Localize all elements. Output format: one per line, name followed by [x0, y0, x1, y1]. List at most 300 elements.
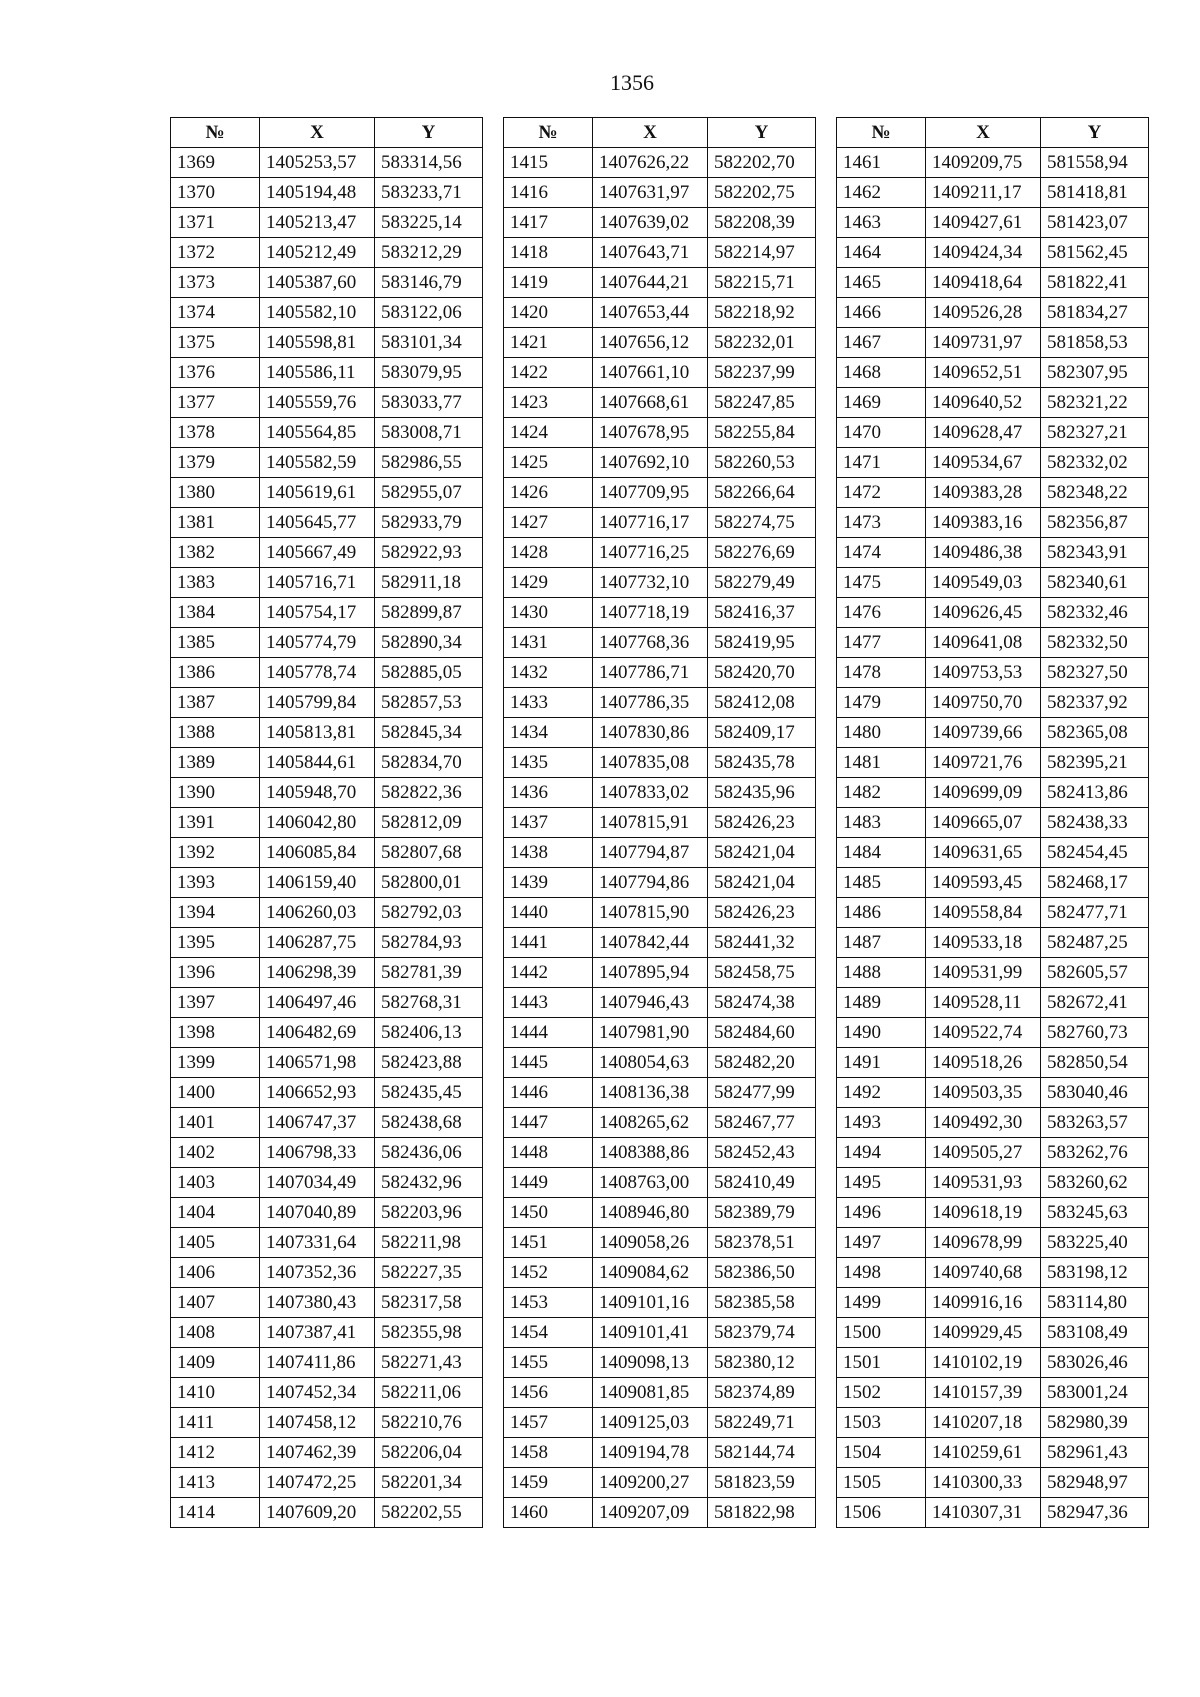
cell-number: 1485 — [837, 868, 926, 898]
cell-number: 1442 — [504, 958, 593, 988]
cell-x: 1406260,03 — [260, 898, 375, 928]
table-row — [837, 928, 1149, 958]
cell-y: 582307,95 — [1041, 358, 1149, 388]
table-row — [504, 1288, 816, 1318]
header-number: № — [504, 118, 593, 148]
cell-y: 582365,08 — [1041, 718, 1149, 748]
cell-x: 1409194,78 — [593, 1438, 708, 1468]
table-row — [504, 1258, 816, 1288]
cell-x: 1409209,75 — [926, 148, 1041, 178]
table-row — [171, 958, 483, 988]
cell-x: 1407786,35 — [593, 688, 708, 718]
cell-x: 1409593,45 — [926, 868, 1041, 898]
cell-number: 1410 — [171, 1378, 260, 1408]
cell-y: 582348,22 — [1041, 478, 1149, 508]
table-row — [171, 628, 483, 658]
cell-y: 581423,07 — [1041, 208, 1149, 238]
cell-number: 1439 — [504, 868, 593, 898]
table-body — [171, 148, 483, 1528]
cell-number: 1491 — [837, 1048, 926, 1078]
cell-y: 582343,91 — [1041, 538, 1149, 568]
cell-number: 1421 — [504, 328, 593, 358]
cell-y: 582385,58 — [708, 1288, 816, 1318]
table-row — [504, 1078, 816, 1108]
cell-x: 1406652,93 — [260, 1078, 375, 1108]
cell-y: 582378,51 — [708, 1228, 816, 1258]
cell-y: 582218,92 — [708, 298, 816, 328]
cell-number: 1449 — [504, 1168, 593, 1198]
cell-y: 582266,64 — [708, 478, 816, 508]
cell-x: 1407668,61 — [593, 388, 708, 418]
cell-number: 1504 — [837, 1438, 926, 1468]
table-row — [504, 568, 816, 598]
cell-x: 1410259,61 — [926, 1438, 1041, 1468]
cell-x: 1405844,61 — [260, 748, 375, 778]
cell-y: 582340,61 — [1041, 568, 1149, 598]
cell-x: 1405586,11 — [260, 358, 375, 388]
cell-y: 582426,23 — [708, 808, 816, 838]
table-row — [837, 1138, 1149, 1168]
cell-x: 1409929,45 — [926, 1318, 1041, 1348]
table-row — [504, 1408, 816, 1438]
cell-x: 1407653,44 — [593, 298, 708, 328]
header-row — [171, 118, 483, 148]
cell-y: 582279,49 — [708, 568, 816, 598]
cell-y: 582768,31 — [375, 988, 483, 1018]
cell-y: 582232,01 — [708, 328, 816, 358]
cell-x: 1409750,70 — [926, 688, 1041, 718]
cell-y: 582467,77 — [708, 1108, 816, 1138]
table-row — [171, 1288, 483, 1318]
table-row — [504, 868, 816, 898]
table-row — [504, 1108, 816, 1138]
cell-number: 1494 — [837, 1138, 926, 1168]
table-body — [837, 148, 1149, 1528]
cell-y: 582276,69 — [708, 538, 816, 568]
table-row — [171, 538, 483, 568]
coordinate-table-3 — [836, 117, 1149, 1528]
cell-x: 1406571,98 — [260, 1048, 375, 1078]
cell-x: 1405716,71 — [260, 568, 375, 598]
cell-number: 1423 — [504, 388, 593, 418]
table-row — [837, 478, 1149, 508]
cell-number: 1369 — [171, 148, 260, 178]
table-row — [171, 868, 483, 898]
cell-number: 1457 — [504, 1408, 593, 1438]
cell-number: 1422 — [504, 358, 593, 388]
cell-y: 583245,63 — [1041, 1198, 1149, 1228]
cell-y: 582386,50 — [708, 1258, 816, 1288]
cell-number: 1438 — [504, 838, 593, 868]
table-row — [837, 418, 1149, 448]
cell-number: 1390 — [171, 778, 260, 808]
cell-y: 582438,33 — [1041, 808, 1149, 838]
table-row — [504, 1228, 816, 1258]
cell-number: 1427 — [504, 508, 593, 538]
table-row — [171, 148, 483, 178]
table-row — [837, 178, 1149, 208]
table-row — [171, 1048, 483, 1078]
cell-y: 582986,55 — [375, 448, 483, 478]
cell-x: 1409528,11 — [926, 988, 1041, 1018]
cell-number: 1498 — [837, 1258, 926, 1288]
header-x: X — [593, 118, 708, 148]
cell-number: 1424 — [504, 418, 593, 448]
cell-number: 1371 — [171, 208, 260, 238]
cell-number: 1487 — [837, 928, 926, 958]
cell-number: 1396 — [171, 958, 260, 988]
cell-x: 1409505,27 — [926, 1138, 1041, 1168]
table-row — [837, 1408, 1149, 1438]
cell-x: 1409058,26 — [593, 1228, 708, 1258]
table-row — [837, 298, 1149, 328]
cell-number: 1443 — [504, 988, 593, 1018]
cell-y: 582911,18 — [375, 568, 483, 598]
table-row — [504, 1498, 816, 1528]
table-row — [504, 988, 816, 1018]
cell-number: 1451 — [504, 1228, 593, 1258]
cell-y: 582379,74 — [708, 1318, 816, 1348]
table-row — [504, 388, 816, 418]
cell-y: 582421,04 — [708, 838, 816, 868]
cell-y: 582274,75 — [708, 508, 816, 538]
table-row — [504, 748, 816, 778]
table-row — [171, 178, 483, 208]
cell-y: 582474,38 — [708, 988, 816, 1018]
cell-x: 1409626,45 — [926, 598, 1041, 628]
cell-x: 1409665,07 — [926, 808, 1041, 838]
table-row — [837, 658, 1149, 688]
cell-y: 582380,12 — [708, 1348, 816, 1378]
table-row — [837, 388, 1149, 418]
table-row — [171, 658, 483, 688]
cell-y: 582672,41 — [1041, 988, 1149, 1018]
cell-number: 1479 — [837, 688, 926, 718]
cell-x: 1405754,17 — [260, 598, 375, 628]
cell-number: 1433 — [504, 688, 593, 718]
cell-number: 1399 — [171, 1048, 260, 1078]
cell-number: 1476 — [837, 598, 926, 628]
table-row — [171, 838, 483, 868]
cell-y: 582421,04 — [708, 868, 816, 898]
cell-number: 1450 — [504, 1198, 593, 1228]
table-row — [504, 298, 816, 328]
cell-number: 1417 — [504, 208, 593, 238]
cell-y: 582144,74 — [708, 1438, 816, 1468]
table-row — [504, 358, 816, 388]
cell-x: 1408763,00 — [593, 1168, 708, 1198]
cell-x: 1409522,74 — [926, 1018, 1041, 1048]
table-row — [504, 508, 816, 538]
table-row — [504, 478, 816, 508]
cell-y: 582271,43 — [375, 1348, 483, 1378]
table-row — [504, 598, 816, 628]
table-row — [171, 268, 483, 298]
cell-x: 1406085,84 — [260, 838, 375, 868]
table-row — [171, 478, 483, 508]
table-row — [171, 748, 483, 778]
header-row — [837, 118, 1149, 148]
table-row — [837, 958, 1149, 988]
table-row — [171, 1018, 483, 1048]
cell-x: 1407380,43 — [260, 1288, 375, 1318]
cell-y: 582436,06 — [375, 1138, 483, 1168]
cell-y: 582834,70 — [375, 748, 483, 778]
cell-number: 1468 — [837, 358, 926, 388]
cell-y: 582477,71 — [1041, 898, 1149, 928]
cell-y: 583114,80 — [1041, 1288, 1149, 1318]
cell-number: 1458 — [504, 1438, 593, 1468]
page-number: 1356 — [610, 70, 654, 95]
table-row — [837, 1348, 1149, 1378]
table-row — [837, 208, 1149, 238]
cell-x: 1407644,21 — [593, 268, 708, 298]
cell-y: 582947,36 — [1041, 1498, 1149, 1528]
cell-y: 582845,34 — [375, 718, 483, 748]
table-row — [504, 1168, 816, 1198]
cell-x: 1407411,86 — [260, 1348, 375, 1378]
cell-y: 581558,94 — [1041, 148, 1149, 178]
table-row — [504, 658, 816, 688]
table-row — [504, 1318, 816, 1348]
cell-x: 1407833,02 — [593, 778, 708, 808]
table-row — [837, 1378, 1149, 1408]
table-row — [837, 598, 1149, 628]
cell-number: 1388 — [171, 718, 260, 748]
header-row — [504, 118, 816, 148]
table-row — [171, 1408, 483, 1438]
cell-x: 1409678,99 — [926, 1228, 1041, 1258]
cell-x: 1409641,08 — [926, 628, 1041, 658]
cell-x: 1408265,62 — [593, 1108, 708, 1138]
cell-x: 1409526,28 — [926, 298, 1041, 328]
cell-number: 1387 — [171, 688, 260, 718]
header-y: Y — [1041, 118, 1149, 148]
table-row — [837, 628, 1149, 658]
cell-y: 583314,56 — [375, 148, 483, 178]
cell-y: 582206,04 — [375, 1438, 483, 1468]
table-row — [837, 808, 1149, 838]
coordinate-table-1 — [170, 117, 483, 1528]
table-row — [171, 388, 483, 418]
cell-y: 582237,99 — [708, 358, 816, 388]
cell-x: 1405799,84 — [260, 688, 375, 718]
cell-x: 1405387,60 — [260, 268, 375, 298]
cell-y: 583225,14 — [375, 208, 483, 238]
cell-y: 582435,96 — [708, 778, 816, 808]
cell-y: 583212,29 — [375, 238, 483, 268]
cell-x: 1407661,10 — [593, 358, 708, 388]
cell-x: 1405778,74 — [260, 658, 375, 688]
cell-x: 1407040,89 — [260, 1198, 375, 1228]
cell-number: 1394 — [171, 898, 260, 928]
table-row — [837, 268, 1149, 298]
cell-y: 582412,08 — [708, 688, 816, 718]
table-row — [837, 238, 1149, 268]
cell-x: 1408946,80 — [593, 1198, 708, 1228]
cell-number: 1454 — [504, 1318, 593, 1348]
table-row — [837, 538, 1149, 568]
cell-number: 1446 — [504, 1078, 593, 1108]
cell-number: 1461 — [837, 148, 926, 178]
cell-number: 1459 — [504, 1468, 593, 1498]
cell-number: 1501 — [837, 1348, 926, 1378]
cell-x: 1410157,39 — [926, 1378, 1041, 1408]
cell-x: 1409531,93 — [926, 1168, 1041, 1198]
cell-number: 1503 — [837, 1408, 926, 1438]
table-row — [837, 1198, 1149, 1228]
cell-x: 1405667,49 — [260, 538, 375, 568]
table-row — [837, 1468, 1149, 1498]
cell-x: 1406287,75 — [260, 928, 375, 958]
cell-x: 1409211,17 — [926, 178, 1041, 208]
cell-x: 1407718,19 — [593, 598, 708, 628]
cell-x: 1405813,81 — [260, 718, 375, 748]
cell-number: 1489 — [837, 988, 926, 1018]
cell-y: 582435,78 — [708, 748, 816, 778]
cell-number: 1413 — [171, 1468, 260, 1498]
cell-number: 1432 — [504, 658, 593, 688]
cell-x: 1405774,79 — [260, 628, 375, 658]
cell-number: 1412 — [171, 1438, 260, 1468]
cell-y: 582227,35 — [375, 1258, 483, 1288]
cell-y: 582247,85 — [708, 388, 816, 418]
cell-y: 582202,70 — [708, 148, 816, 178]
cell-x: 1407842,44 — [593, 928, 708, 958]
cell-x: 1409424,34 — [926, 238, 1041, 268]
cell-number: 1473 — [837, 508, 926, 538]
cell-x: 1409081,85 — [593, 1378, 708, 1408]
cell-y: 582454,45 — [1041, 838, 1149, 868]
cell-y: 582484,60 — [708, 1018, 816, 1048]
cell-number: 1373 — [171, 268, 260, 298]
table-row — [171, 238, 483, 268]
cell-number: 1381 — [171, 508, 260, 538]
cell-x: 1407830,86 — [593, 718, 708, 748]
table-row — [837, 568, 1149, 598]
cell-y: 583108,49 — [1041, 1318, 1149, 1348]
cell-x: 1409125,03 — [593, 1408, 708, 1438]
table-row — [171, 1198, 483, 1228]
table-row — [171, 1168, 483, 1198]
cell-y: 582355,98 — [375, 1318, 483, 1348]
cell-number: 1505 — [837, 1468, 926, 1498]
cell-x: 1406042,80 — [260, 808, 375, 838]
cell-number: 1447 — [504, 1108, 593, 1138]
table-row — [837, 988, 1149, 1018]
cell-x: 1408136,38 — [593, 1078, 708, 1108]
cell-number: 1444 — [504, 1018, 593, 1048]
table-row — [504, 1348, 816, 1378]
table-row — [171, 508, 483, 538]
cell-number: 1481 — [837, 748, 926, 778]
table-row — [837, 1258, 1149, 1288]
cell-y: 582211,98 — [375, 1228, 483, 1258]
cell-number: 1500 — [837, 1318, 926, 1348]
cell-y: 581822,41 — [1041, 268, 1149, 298]
cell-y: 583262,76 — [1041, 1138, 1149, 1168]
cell-x: 1409558,84 — [926, 898, 1041, 928]
cell-y: 582792,03 — [375, 898, 483, 928]
cell-y: 583233,71 — [375, 178, 483, 208]
cell-y: 582899,87 — [375, 598, 483, 628]
cell-number: 1472 — [837, 478, 926, 508]
header-number: № — [837, 118, 926, 148]
cell-number: 1416 — [504, 178, 593, 208]
cell-x: 1405253,57 — [260, 148, 375, 178]
table-row — [837, 718, 1149, 748]
cell-number: 1463 — [837, 208, 926, 238]
cell-y: 582477,99 — [708, 1078, 816, 1108]
table-row — [504, 1138, 816, 1168]
table-row — [171, 898, 483, 928]
cell-y: 582961,43 — [1041, 1438, 1149, 1468]
cell-x: 1409533,18 — [926, 928, 1041, 958]
cell-x: 1405559,76 — [260, 388, 375, 418]
cell-y: 582948,97 — [1041, 1468, 1149, 1498]
table-row — [171, 1108, 483, 1138]
cell-y: 582426,23 — [708, 898, 816, 928]
table-row — [837, 448, 1149, 478]
table-row — [504, 328, 816, 358]
cell-y: 583225,40 — [1041, 1228, 1149, 1258]
cell-x: 1407331,64 — [260, 1228, 375, 1258]
cell-number: 1492 — [837, 1078, 926, 1108]
table-row — [171, 1498, 483, 1528]
cell-x: 1406497,46 — [260, 988, 375, 1018]
cell-x: 1406798,33 — [260, 1138, 375, 1168]
cell-x: 1407609,20 — [260, 1498, 375, 1528]
cell-x: 1407352,36 — [260, 1258, 375, 1288]
cell-number: 1478 — [837, 658, 926, 688]
cell-x: 1407452,34 — [260, 1378, 375, 1408]
cell-number: 1409 — [171, 1348, 260, 1378]
table-row — [837, 1288, 1149, 1318]
cell-x: 1409503,35 — [926, 1078, 1041, 1108]
cell-y: 583026,46 — [1041, 1348, 1149, 1378]
cell-x: 1409640,52 — [926, 388, 1041, 418]
cell-x: 1409383,16 — [926, 508, 1041, 538]
cell-number: 1440 — [504, 898, 593, 928]
cell-x: 1409200,27 — [593, 1468, 708, 1498]
table-row — [171, 1348, 483, 1378]
cell-number: 1406 — [171, 1258, 260, 1288]
cell-number: 1403 — [171, 1168, 260, 1198]
cell-x: 1405598,81 — [260, 328, 375, 358]
cell-number: 1391 — [171, 808, 260, 838]
cell-x: 1405194,48 — [260, 178, 375, 208]
cell-number: 1469 — [837, 388, 926, 418]
cell-number: 1377 — [171, 388, 260, 418]
cell-number: 1418 — [504, 238, 593, 268]
cell-x: 1406298,39 — [260, 958, 375, 988]
cell-y: 583001,24 — [1041, 1378, 1149, 1408]
table-row — [171, 688, 483, 718]
cell-number: 1400 — [171, 1078, 260, 1108]
cell-y: 581834,27 — [1041, 298, 1149, 328]
table-row — [504, 778, 816, 808]
cell-number: 1408 — [171, 1318, 260, 1348]
cell-x: 1408054,63 — [593, 1048, 708, 1078]
table-row — [171, 928, 483, 958]
table-row — [837, 748, 1149, 778]
cell-y: 583263,57 — [1041, 1108, 1149, 1138]
table-row — [171, 778, 483, 808]
cell-x: 1409207,09 — [593, 1498, 708, 1528]
cell-x: 1409618,19 — [926, 1198, 1041, 1228]
cell-x: 1407462,39 — [260, 1438, 375, 1468]
cell-x: 1407981,90 — [593, 1018, 708, 1048]
